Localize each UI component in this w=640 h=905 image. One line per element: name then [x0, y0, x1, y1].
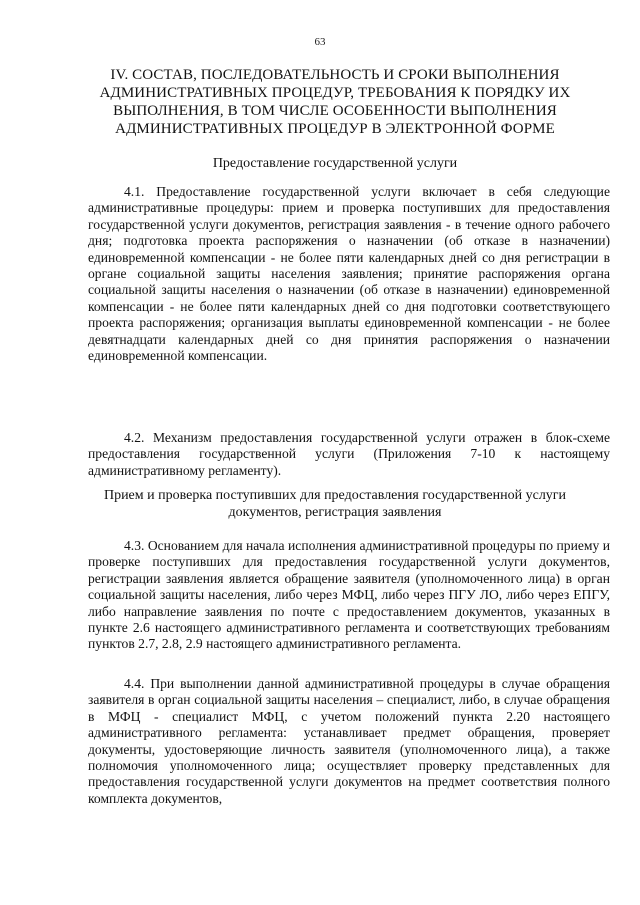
chapter-title: IV. СОСТАВ, ПОСЛЕДОВАТЕЛЬНОСТЬ И СРОКИ ВЫПОЛНЕНИЯ АДМИНИСТРАТИВНЫХ ПРОЦЕДУР, ТРЕБОВАНИЯ К ПОРЯДКУ ИХ ВЫПОЛНЕНИЯ, В ТОМ ЧИСЛЕ ОСОБЕННОСТИ ВЫПОЛНЕНИЯ АДМИНИСТРАТИВНЫХ ПРОЦЕДУР В ЭЛЕКТРОННОЙ ФОРМЕ — [99, 67, 571, 137]
page-number: 63 — [314, 36, 326, 48]
paragraph-4-1: 4.1. Предоставление государственной услуги включает в себя следующие административные процедуры: прием и проверка поступивших для предоставления государственной услуги документов, регистрация заявления - в течение одного рабочего дня; подготовка проекта распоряжения о назначении (об отказе в назначении) единовременной компенсации - не более пяти календарных дней со дня регистрации в органе социальной защиты населения заявления; принятие распоряжения органа социальной защиты населения о назначении (об отказе в назначении) единовременной компенсации - не более пяти календарных дней со дня подготовки соответствующего проекта распоряжения; организация выплаты единовременной компенсации - не более девятнадцати календарных дней со дня принятия распоряжения о назначении единовременной компенсации. — [88, 184, 610, 364]
section-subtitle-reception: Прием и проверка поступивших для предоставления государственной услуги документов, регистрация заявления — [103, 488, 567, 520]
paragraph-4-4: 4.4. При выполнении данной административной процедуры в случае обращения заявителя в орган социальной защиты населения – специалист, либо, в случае обращения в МФЦ - специалист МФЦ, с учетом положений пункта 2.20 настоящего административного регламента: устанавливает предмет обращения, проверяет документы, удостоверяющие личность заявителя (уполномоченного лица), а также полномочия уполномоченного лица; осуществляет проверку представленных для предоставления государственной услуги документов на предмет соответствия полного комплекта документов, — [88, 676, 610, 806]
paragraph-4-2: 4.2. Механизм предоставления государственной услуги отражен в блок-схеме предоставления государственной услуги (Приложения 7-10 к настоящему административному регламенту). — [88, 430, 610, 478]
paragraph-4-3: 4.3. Основанием для начала исполнения административной процедуры по приему и проверке поступивших для предоставления государственной услуги документов, регистрации заявления является обращение заявителя (уполномоченного лица) в орган социальной защиты населения, либо через МФЦ, либо через ПГУ ЛО, либо через ЕПГУ, либо направление заявления по почте с предоставлением документов, указанных в пункте 2.6 настоящего административного регламента и соответствующих требованиям пунктов 2.7, 2.8, 2.9 настоящего административного регламента. — [88, 538, 610, 652]
section-subtitle-provision: Предоставление государственной услуги — [212, 156, 458, 171]
